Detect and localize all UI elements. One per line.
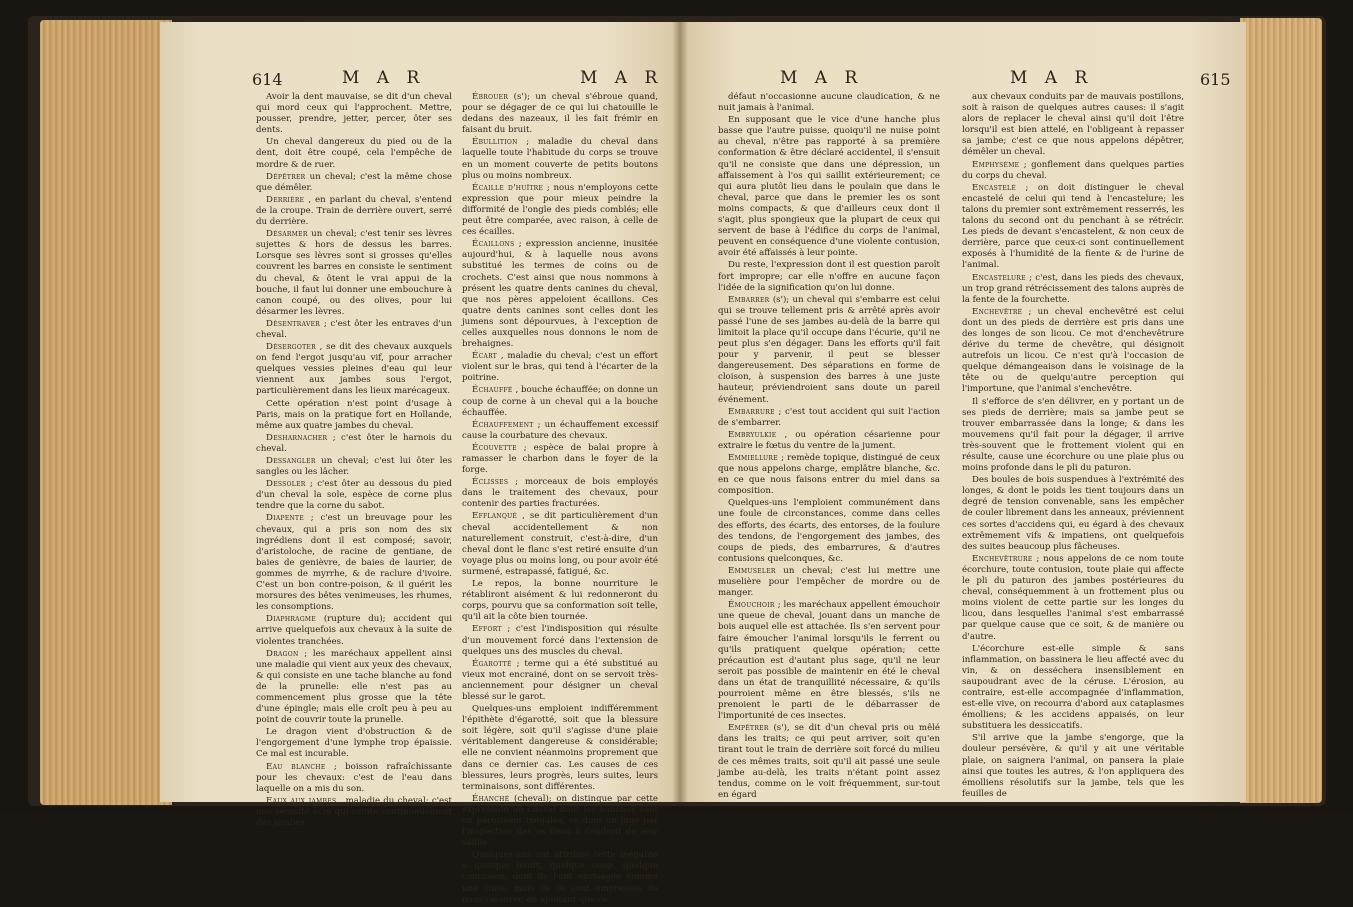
entry-text: ; gonflement dans quelques parties du corps du cheval. [962, 159, 1184, 181]
entry-headword: Désarmer [266, 229, 308, 240]
dictionary-entry [718, 407, 940, 429]
dictionary-entry [962, 307, 1184, 396]
dictionary-entry [462, 351, 658, 384]
entry-text: défaut n'occasionne aucune claudication, & ne nuit jamais à l'animal. [718, 92, 940, 114]
dictionary-entry [462, 704, 658, 793]
left-page-header-left: M A R [342, 68, 426, 88]
entry-text: Du reste, l'expression dont il est question paroît fort impropre; car elle n'offre en aucune façon l'idée de la signification qu'on lui donne. [718, 260, 940, 293]
entry-text: Quelques-uns emploient indifféremment l'épithète d'égarotté, soit que la blessure soit légère, soit qu'il s'agisse d'une plaie véritablement dangereuse & considérable; elle ne convient néanmoins proprement que dans ce dernier cas. Les causes de ces blessures, leurs progrès, leurs suites, leurs terminaisons, sont différentes. [462, 704, 658, 792]
dictionary-entry [256, 92, 452, 136]
entry-headword: Ébullition [472, 137, 518, 148]
entry-text: ; c'est ôter au dessous du pied d'un cheval la sole, espèce de corne plus tendre que la corne du sabot. [256, 479, 452, 512]
entry-text: un cheval; c'est lui ôter les sangles ou les lâcher. [256, 456, 452, 478]
dictionary-entry [256, 195, 452, 228]
entry-headword: Embarrure [728, 406, 775, 417]
dictionary-entry [462, 385, 658, 418]
left-page-column-1 [256, 92, 452, 830]
entry-text: (s'), se dit d'un cheval pris ou mêlé dans les traits; ce qui peut arriver, soit qu'en tirant tout le train de derrière soit forcé du milieu de ces mêmes traits, soit qu'il ait passé une seule jambe au-delà, les traits n'étant point assez tendus, comme on le voit fréquemment, sur-tout en égard [718, 723, 941, 800]
entry-text: (cheval); on distingue par cette expression un cheval dont les hanches sont ou paroissent inégales, ce dont on juge par l'inspection des os iléon à l'endroit de leur saillie. [462, 793, 659, 849]
dictionary-entry [256, 456, 452, 478]
entry-headword: Encastelé [972, 182, 1017, 193]
entry-text: ; c'est, dans les pieds des chevaux, un trop grand rétrécissement des talons auprès de la fente de la fourchette. [962, 272, 1184, 305]
entry-headword: Écouvette [472, 442, 517, 453]
dictionary-entry [256, 727, 452, 760]
entry-headword: Émouchoir [728, 600, 775, 611]
dictionary-entry [462, 624, 658, 657]
entry-text: , se dit particulièrement d'un cheval accidentellement & non naturellement construit, c'est-à-dire, d'un cheval dont le flanc s'est retiré ensuite d'un voyage plus ou moins long, ou pour avoir été surmené, estrapassé, fatigué, &c. [462, 511, 659, 577]
entry-headword: Dessoler [266, 479, 306, 490]
dictionary-entry [256, 137, 452, 170]
dictionary-entry [962, 644, 1184, 733]
dictionary-entry [256, 399, 452, 432]
entry-text: En supposant que le vice d'une hanche plus basse que l'autre puisse, quoiqu'il ne nuise point au cheval, n'être pas rapporté à sa première conformation & être déclaré accidentel, il s'ensuit qu'il ne consiste que dans une dépression, un affaissement à l'os qui saillit extérieurement; ce qui aura plutôt lieu dans le poulain que dans le cheval, parce que dans le premier les os sont moins compacts, & que d'ailleurs ceux dont il s'agit, plus spongieux que la plupart de ceux qui servent de base à l'édifice du corps de l'animal, peuvent en conséquence d'une violente contusion, avoir été affaissés à leur pointe. [718, 115, 940, 259]
entry-text: (s'); un cheval qui s'embarre est celui qui se trouve tellement pris & arrêté après avoir passé l'une de ses jambes au-delà de la barre qui limitoit la place qu'il occupe dans l'écurie, qu'il ne peut plus s'en dégager. Dans les efforts qu'il fait pour y parvenir, il peut se blesser dangereusement. Des séparations en forme de cloison, à suspension des barres à une juste hauteur, préviendroient sans doute un pareil événement. [718, 294, 940, 405]
entry-text: Cette opération n'est point d'usage à Paris, mais on la pratique fort en Hollande, même aux quatre jambes du cheval. [256, 398, 452, 431]
entry-headword: Emphysème [972, 159, 1020, 170]
entry-headword: Échauffé [472, 385, 513, 396]
dictionary-entry [256, 172, 452, 194]
entry-headword: Dessangler [266, 456, 316, 466]
dictionary-entry [962, 554, 1184, 643]
entry-headword: Écart [472, 351, 498, 362]
dictionary-entry [462, 137, 658, 181]
dictionary-entry [718, 723, 940, 801]
entry-text: ; c'est l'indisposition qui résulte d'un mouvement forcé dans l'extension de quelques uns des muscles du cheval. [462, 624, 658, 657]
entry-text: (rupture du); accident qui arrive quelquefois aux chevaux à la suite de violentes tranchées. [256, 614, 453, 647]
right-page-header-left: M A R [780, 68, 864, 88]
entry-headword: Diaphragme [266, 614, 317, 625]
entry-headword: Eau blanche [266, 761, 326, 772]
dictionary-entry [462, 443, 658, 476]
dictionary-entry [256, 796, 452, 829]
entry-text: un cheval; c'est tenir ses lèvres sujettes & hors de dessus les barres. Lorsque ses lèvres sont si grosses qu'elles couvrent les barres en consiste le sentiment du cheval, & ôtent le vrai appui de la bouche, il faut lui donner une embouchure à canon coupé, ou des olives, pour lui désarmer les lèvres. [256, 229, 452, 317]
dictionary-entry [462, 794, 658, 849]
dictionary-entry [462, 511, 658, 578]
right-page [680, 22, 1246, 802]
left-page-header-right: M A R [580, 68, 664, 88]
dictionary-entry [962, 733, 1184, 800]
right-page-header-right: M A R [1010, 68, 1094, 88]
entry-text: ; c'est ôter les entraves d'un cheval. [256, 318, 452, 340]
entry-text: un cheval; c'est lui mettre une muselière pour l'empêcher de mordre ou de manger. [718, 565, 940, 599]
dictionary-entry [718, 453, 940, 497]
entry-text: Quelques-uns ont attribué cette inégalité à quelque heurt, quelque coup, quelque contusion; dont ils l'ont envisagée comme une suite; mais ils se sont empressés de nous rassurer, en ajoutant que ce [462, 850, 658, 905]
entry-headword: Enchevêtrure [972, 553, 1033, 564]
entry-text: (s'); un cheval s'ébroue quand, pour se dégager de ce qui lui chatouille le dedans des nazeaux, il les fait frémir en faisant du bruit. [462, 92, 658, 136]
dictionary-entry [256, 342, 452, 397]
book-gutter [672, 22, 688, 802]
entry-headword: Dépêtrer [266, 171, 306, 182]
left-page-edges [40, 20, 172, 805]
entry-headword: Empêtrer [728, 723, 769, 734]
entry-text: Le repos, la bonne nourriture le rétabliront aisément & lui redonneront du corps, pourvu que sa conformation soit telle, qu'il ait la côte bien tournée. [462, 579, 658, 623]
entry-text: Avoir la dent mauvaise, se dit d'un cheval qui mord ceux qui l'approchent. Mettre, pousser, prendre, jetter, percer, ôter ses dents. [256, 92, 452, 136]
entry-text: S'il arrive que la jambe s'engorge, que la douleur persévère, & qu'il y ait une véritable plaie, on saignera l'animal, on pansera la plaie ainsi que toutes les autres, & l'on appliquera des émolliens résolutifs sur la jambe, tels que les feuilles de [962, 733, 1184, 799]
entry-headword: Échauffement [472, 419, 534, 430]
dictionary-entry [462, 420, 658, 442]
entry-text: ; espèce de balai propre à ramasser le charbon dans le foyer de la forge. [462, 442, 658, 476]
dictionary-entry [718, 498, 940, 565]
dictionary-entry [256, 614, 452, 647]
entry-text: ; c'est tout accident qui suit l'action de s'embarrer. [718, 406, 940, 428]
entry-headword: Emmiellure [728, 453, 778, 463]
entry-text: Des boules de bois suspendues à l'extrémité des longes, & dont le poids les tient toujours dans un degré de tension convenable, sans les empêcher de couler librement dans les anneaux, préviennent ces sortes d'accidens qui, eu égard à des chevaux extrêmement vifs & impatiens, ont quelquefois des suites beaucoup plus fâcheuses. [962, 475, 1184, 552]
right-page-column-1 [718, 92, 940, 802]
entry-text: ; remède topique, distingué de ceux que nous appelons charge, emplâtre blanche, &c. en ce que nous faisons entrer du miel dans sa composition. [718, 453, 941, 497]
dictionary-entry [256, 513, 452, 613]
dictionary-entry [462, 239, 658, 350]
entry-text: ; on doit distinguer le cheval encastelé de celui qui tend à l'encastelure; les talons du premier sont extrêmement resserrés, les talons du second ont du penchant à se rétrécir. Les pieds de devant s'encastelent, & non ceux de derrière, parce que ceux-ci sont continuellement exposés à l'humidité de la fiente & de l'urine de l'animal. [962, 182, 1184, 271]
entry-headword: Eaux aux jambes [266, 795, 337, 806]
dictionary-entry [718, 115, 940, 259]
dictionary-entry [256, 319, 452, 341]
entry-headword: Emmuseler [728, 565, 776, 576]
entry-text: ; expression ancienne, inusitée aujourd'hui, & à laquelle nous avons substitué les termes de coins ou de crochets. C'est ainsi que nous nommons à présent les quatre dents canines du cheval, que nos pères appeloient écaillons. Ces quatre dents canines sont celles dont les jumens sont dépourvues, à l'exception de celles auxquelles nous donnons le nom de brehaignes. [462, 239, 659, 350]
entry-text: aux chevaux conduits par de mauvais postillons, soit à raison de quelques autres causes: il s'agit alors de replacer le cheval ainsi qu'il doit l'être lorsqu'il est bien attelé, en l'obligeant à repasser sa jambe; c'est ce que nous appelons dépêtrer, démêler un cheval. [962, 92, 1184, 158]
entry-text: , ou opération césarienne pour extraire le fœtus du ventre de la jument. [718, 429, 941, 451]
entry-text: Le dragon vient d'obstruction & de l'engorgement d'une lymphe trop épaissie. Ce mal est incurable. [256, 727, 452, 760]
entry-text: un cheval; c'est la même chose que démêler. [256, 171, 452, 193]
dictionary-entry [962, 92, 1184, 159]
dictionary-entry [462, 850, 658, 905]
entry-headword: Désentraver [266, 318, 321, 329]
entry-text: Un cheval dangereux du pied ou de la dent, doit être coupé, cela l'empêche de mordre & de ruer. [256, 137, 452, 170]
entry-headword: Enchevêtré [972, 306, 1023, 317]
entry-text: ; nous n'employons cette expression que pour mieux peindre la difformité de l'ongle des pieds comblés; elle peut être comparée, avec raison, à celle de ces écailles. [462, 182, 658, 238]
entry-headword: Éclisses [472, 477, 509, 488]
entry-text: Quelques-uns l'emploient communément dans une foule de circonstances, comme dans celles des efforts, des écarts, des entorses, de la foulure des tendons, de l'engorgement des jambes, des coups de pieds, des embarrures, & d'autres contusions quelconques, &c. [718, 498, 940, 564]
entry-headword: Dragon [266, 648, 299, 659]
entry-text: ; nous appelons de ce nom toute écorchure, toute contusion, toute plaie qui affecte le pli du paturon des jambes postérieures du cheval, conséquemment à un frottement plus ou moins violent de cette partie sur les longes du licou, dans lesquelles l'animal s'est embarrassé par quelque cause que ce soit, & de manière ou d'autre. [962, 553, 1184, 642]
entry-text: , en parlant du cheval, s'entend de la croupe. Train de derrière ouvert, serré du derrière. [256, 194, 452, 228]
entry-text: , maladie du cheval; c'est une sérosité âcre qui suinte continuellement des jambes. [256, 795, 453, 828]
right-page-edges [1240, 18, 1322, 803]
entry-text: ; maladie du cheval dans laquelle toute l'habitude du corps se trouve en un moment couverte de petits boutons plus ou moins nombreux. [462, 137, 658, 181]
left-page-column-2 [462, 92, 658, 907]
entry-headword: Écaillons [472, 239, 515, 250]
dictionary-entry [256, 433, 452, 455]
entry-text: ; c'est ôter le harnois du cheval. [256, 432, 452, 454]
dictionary-entry [256, 229, 452, 318]
entry-headword: Égarotté [472, 658, 512, 669]
entry-headword: Effort [472, 624, 502, 635]
dictionary-entry [256, 649, 452, 727]
entry-text: ; boisson rafraîchissante pour les chevaux: c'est de l'eau dans laquelle on a mis du son. [256, 761, 452, 794]
entry-headword: Écaille d'huître [472, 182, 544, 193]
entry-text: Il s'efforce de s'en délivrer, en y portant un de ses pieds de derrière; mais sa jambe peut se trouver embarrassée dans la longe; & dans les mouvemens qu'il fait pour la dégager, il arrive très-souvent que le frottement violent qui en résulte, cause une écorchure ou une plaie plus ou moins profonde dans le pli du paturon. [962, 396, 1184, 474]
entry-text: ; un cheval enchevêtré est celui dont un des pieds de derrière est pris dans une des longes de son licou. Ce mot d'enchevêtrure dérive du terme de chevêtre, qui désignoit autrefois un licou. Ce n'est qu'à l'occasion de quelque démangeaison dans le voisinage de la tête ou de quelqu'autre perception qui l'importune, que l'animal s'enchevêtre. [962, 306, 1184, 395]
entry-headword: Désergoter [266, 342, 316, 353]
right-page-column-2 [962, 92, 1184, 801]
dictionary-entry [718, 295, 940, 406]
entry-text: L'écorchure est-elle simple & sans inflammation, on bassinera le lieu affecté avec du vin, & on desséchera insensiblement en saupoudrant avec de la céruse. L'érosion, au contraire, est-elle accompagnée d'inflammation, est-elle vive, on recourra d'abord aux cataplasmes émolliens; & les accidens appaisés, on leur substituera les dessiccatifs. [962, 643, 1184, 732]
dictionary-entry [256, 479, 452, 512]
entry-text: ; les maréchaux appellent émouchoir une queue de cheval, jouant dans un manche de bois auquel elle est attachée. Ils s'en servent pour faire émoucher l'animal lorsqu'ils le ferrent ou qu'ils pratiquent quelque opération; cette précaution est d'autant plus sage, qu'il ne leur seroit pas possible de maintenir en été le cheval dans un état de tranquillité nécessaire, & qu'ils pourroient même en être blessés, s'ils ne prenoient le parti de le débarrasser de l'importunité de ces insectes. [718, 600, 941, 722]
entry-text: , maladie du cheval; c'est un effort violent sur le bras, qui tend à l'écarter de la poitrine. [462, 351, 658, 384]
dictionary-entry [462, 183, 658, 238]
entry-headword: Diapente [266, 513, 305, 524]
entry-text: ; terme qui a été substitué au vieux mot encrainé, dont on se servoit très-anciennement pour désigner un cheval blessé sur le garot. [462, 658, 658, 702]
dictionary-entry [462, 579, 658, 623]
entry-text: , bouche échauffée; on donne un coup de corne à un cheval qui a la bouche échauffée. [462, 385, 658, 418]
left-page [160, 22, 680, 905]
entry-text: ; c'est un breuvage pour les chevaux, qui a pris son nom des six ingrédiens dont il est composé; savoir, d'aristoloche, de racine de gentiane, de baies de genièvre, de baies de laurier, de gommes de myrrhe, & de raclure d'ivoire. C'est un bon contre-poison, & il guérit les morsures des bêtes venimeuses, les rhumes, les consomptions. [256, 513, 452, 613]
entry-text: ; un échauffement excessif cause la courbature des chevaux. [462, 419, 658, 441]
dictionary-entry [718, 92, 940, 114]
dictionary-entry [256, 762, 452, 795]
dictionary-entry [462, 477, 658, 510]
dictionary-entry [718, 566, 940, 599]
dictionary-entry [962, 273, 1184, 306]
dictionary-entry [718, 600, 940, 722]
dictionary-entry [718, 430, 940, 452]
dictionary-entry [462, 659, 658, 703]
entry-headword: Embryulkie [728, 429, 777, 440]
entry-headword: Encastelure [972, 272, 1026, 283]
entry-headword: Embarrer [728, 294, 770, 305]
dictionary-entry [962, 160, 1184, 182]
dictionary-entry [962, 475, 1184, 553]
entry-headword: Éhanché [472, 793, 510, 804]
right-page-number: 615 [1200, 70, 1231, 89]
dictionary-entry [962, 397, 1184, 475]
entry-text: , se dit des chevaux auxquels on fend l'ergot jusqu'au vif, pour arracher quelques vessies pleines d'eau qui leur viennent aux jambes sous l'ergot, particulièrement dans les lieux marécageux. [256, 342, 452, 397]
entry-headword: Efflanqué [472, 511, 518, 522]
dictionary-entry [462, 92, 658, 136]
dictionary-entry [962, 183, 1184, 272]
entry-headword: Desharnacher [266, 432, 328, 443]
entry-headword: Derrière [266, 194, 305, 205]
entry-text: ; morceaux de bois employés dans le traitement des chevaux, pour contenir des parties fracturées. [462, 477, 658, 510]
entry-text: ; les maréchaux appellent ainsi une maladie qui vient aux yeux des chevaux, & qui consiste en une tache blanche au fond de la prunelle: elle n'est pas au commencement plus grosse que la tête d'une épingle; mais elle croît peu à peu au point de couvrir toute la prunelle. [256, 648, 453, 726]
entry-headword: Ébrouer [472, 92, 509, 102]
dictionary-entry [718, 260, 940, 293]
left-page-number: 614 [252, 70, 283, 89]
